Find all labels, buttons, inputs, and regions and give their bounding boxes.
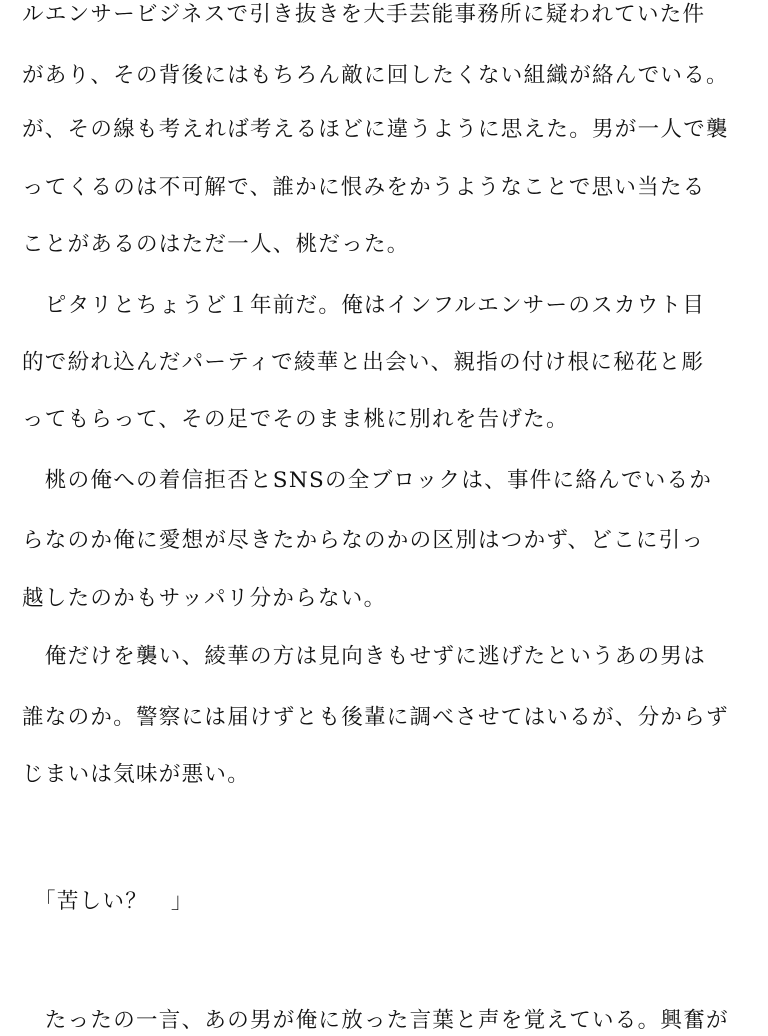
text-line: 的で紛れ込んだパーティで綾華と出会い、親指の付け根に秘花と彫 bbox=[22, 350, 705, 375]
text-line: があり、その背後にはもちろん敵に回したくない組織が絡んでいる。 bbox=[22, 63, 729, 88]
text-line: ってくるのは不可解で、誰かに恨みをかうようなことで思い当たる bbox=[22, 175, 706, 200]
text-line: らなのか俺に愛想が尽きたからなのかの区別はつかず、どこに引っ bbox=[22, 528, 705, 553]
text-line: 桃の俺への着信拒否とSNSの全ブロックは、事件に絡んでいるか bbox=[22, 468, 713, 493]
text-line: 俺だけを襲い、綾華の方は見向きもせずに逃げたというあの男は bbox=[22, 644, 707, 669]
text-line: が、その線も考えれば考えるほどに違うように思えた。男が一人で襲 bbox=[22, 117, 729, 142]
text-line: 誰なのか。警察には届けずとも後輩に調べさせてはいるが、分からず bbox=[22, 705, 729, 730]
text-line: たったの一言、あの男が俺に放った言葉と声を覚えている。興奮が bbox=[22, 1008, 729, 1033]
text-line: 越したのかもサッパリ分からない。 bbox=[22, 586, 387, 611]
text-line: ルエンサービジネスで引き抜きを大手芸能事務所に疑われていた件 bbox=[22, 2, 706, 27]
text-line: ことがあるのはただ一人、桃だった。 bbox=[22, 232, 410, 257]
dialogue-line: 「苦しい？ 」 bbox=[22, 889, 194, 914]
text-line: ってもらって、その足でそのまま桃に別れを告げた。 bbox=[22, 407, 569, 432]
text-line: ピタリとちょうど１年前だ。俺はインフルエンサーのスカウト目 bbox=[22, 293, 706, 318]
text-line: じまいは気味が悪い。 bbox=[22, 762, 251, 787]
